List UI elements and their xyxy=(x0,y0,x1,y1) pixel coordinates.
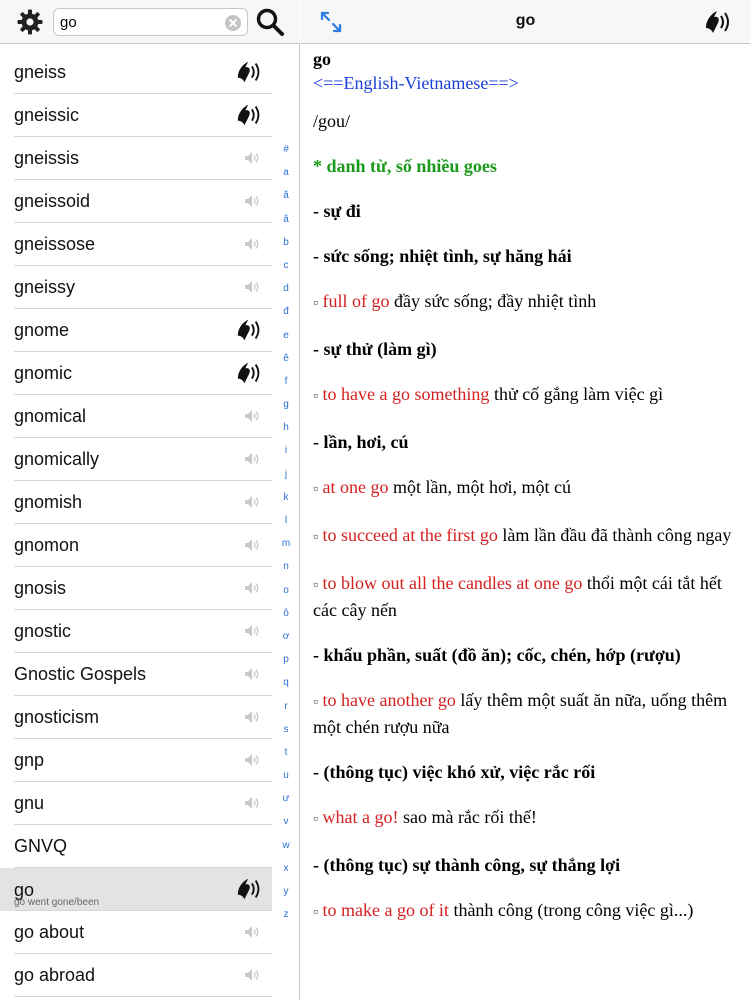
index-letter[interactable]: c xyxy=(283,259,289,271)
speaker-icon[interactable] xyxy=(244,710,260,724)
index-letter[interactable]: ơ xyxy=(282,630,290,642)
index-letter[interactable]: â xyxy=(283,213,289,225)
index-letter[interactable]: ư xyxy=(282,793,290,805)
example-vi: thử cố gắng làm việc gì xyxy=(489,384,664,404)
list-item[interactable] xyxy=(0,911,272,954)
entry-title: go xyxy=(515,12,536,29)
index-letter[interactable]: a xyxy=(283,167,289,179)
speaker-icon[interactable] xyxy=(244,495,260,509)
speaker-icon[interactable] xyxy=(244,624,260,638)
list-item-word: gnomic xyxy=(14,363,73,383)
speaker-icon[interactable] xyxy=(244,925,260,939)
index-letter[interactable]: đ xyxy=(283,306,289,318)
list-item-word: gnomical xyxy=(14,406,87,426)
bullet-icon: ▫ xyxy=(313,389,318,404)
index-letter[interactable]: s xyxy=(283,723,289,735)
index-letter[interactable]: w xyxy=(282,839,290,851)
bullet-icon: ▫ xyxy=(313,695,318,710)
speaker-icon[interactable] xyxy=(244,581,260,595)
speaker-icon[interactable] xyxy=(244,151,260,165)
clear-icon[interactable] xyxy=(225,15,241,31)
list-item[interactable] xyxy=(0,223,272,266)
list-item-word: gnome xyxy=(14,320,70,340)
list-item[interactable] xyxy=(0,438,272,481)
index-letter[interactable]: ê xyxy=(283,352,289,364)
list-item[interactable] xyxy=(0,266,272,309)
index-letter[interactable]: j xyxy=(284,468,288,480)
list-item[interactable] xyxy=(0,309,272,352)
list-item-word: gnomically xyxy=(14,449,100,469)
sense: - lần, hơi, cú xyxy=(313,432,409,452)
search-input[interactable] xyxy=(60,12,220,32)
speaker-icon[interactable] xyxy=(244,452,260,466)
index-letter[interactable]: b xyxy=(283,236,289,248)
example xyxy=(313,688,743,739)
index-letter[interactable]: y xyxy=(283,886,289,897)
example xyxy=(313,289,743,316)
list-item-word: go abroad xyxy=(14,965,96,985)
index-letter[interactable]: l xyxy=(284,515,288,526)
speaker-icon[interactable] xyxy=(244,968,260,982)
example-vi: đầy sức sống; đầy nhiệt tình xyxy=(389,291,597,311)
bullet-icon: ▫ xyxy=(313,296,318,311)
speaker-icon[interactable] xyxy=(234,57,266,87)
example xyxy=(313,382,743,409)
list-item[interactable] xyxy=(0,352,272,395)
example-en: to blow out all the candles at one go xyxy=(322,573,583,593)
list-item[interactable] xyxy=(0,180,272,223)
index-letter[interactable]: i xyxy=(284,445,288,457)
speaker-icon[interactable] xyxy=(234,358,266,388)
list-item[interactable] xyxy=(0,94,272,137)
list-item[interactable] xyxy=(0,567,272,610)
sense: - (thông tục) sự thành công, sự thắng lợi xyxy=(313,855,621,875)
list-item[interactable] xyxy=(0,137,272,180)
speaker-icon[interactable] xyxy=(244,796,260,810)
index-letter[interactable]: ô xyxy=(283,607,289,619)
word-list-pane xyxy=(0,0,300,1000)
list-item-word: gneissy xyxy=(14,277,76,297)
index-letter[interactable]: r xyxy=(284,700,288,712)
sense: - sự thử (làm gì) xyxy=(313,339,437,359)
index-letter[interactable]: d xyxy=(283,283,289,295)
speaker-icon[interactable] xyxy=(244,409,260,423)
index-letter[interactable]: ă xyxy=(283,190,289,202)
search-icon[interactable] xyxy=(255,7,285,37)
example-vi: làm lần đầu đã thành công ngay xyxy=(497,525,732,545)
index-letter[interactable]: m xyxy=(281,538,291,550)
list-item[interactable] xyxy=(0,825,272,868)
example-en: to have another go xyxy=(322,690,456,710)
index-letter[interactable]: e xyxy=(283,329,289,341)
example-vi: thành công (trong công việc gì...) xyxy=(448,900,694,920)
speaker-icon[interactable] xyxy=(702,6,736,38)
speaker-icon[interactable] xyxy=(244,667,260,681)
speaker-icon[interactable] xyxy=(244,237,260,251)
bullet-icon: ▫ xyxy=(313,578,318,593)
list-item-word: GNVQ xyxy=(14,836,68,856)
entry-content xyxy=(313,45,743,946)
example-en: to succeed at the first go xyxy=(322,525,498,545)
list-item[interactable] xyxy=(0,481,272,524)
list-item-word: gneissose xyxy=(14,234,96,254)
index-letter[interactable]: g xyxy=(283,399,289,411)
list-item-word: gneissis xyxy=(14,148,80,168)
list-item-word: gnu xyxy=(14,793,45,813)
example xyxy=(313,475,743,502)
sense: - khẩu phần, suất (đồ ăn); cốc, chén, hớp (rượu) xyxy=(313,645,681,665)
example xyxy=(313,571,743,622)
index-letter[interactable]: k xyxy=(283,491,289,503)
index-letter[interactable]: v xyxy=(283,816,289,828)
index-letter[interactable]: q xyxy=(283,677,289,689)
example-en: full of go xyxy=(322,291,390,311)
list-item-forms: go went gone/been xyxy=(14,897,100,908)
list-item[interactable] xyxy=(0,51,272,94)
list-item-word: gnp xyxy=(14,750,45,770)
list-item-word: gnosticism xyxy=(14,707,100,727)
list-item[interactable] xyxy=(0,524,272,567)
speaker-icon[interactable] xyxy=(234,100,266,130)
speaker-icon[interactable] xyxy=(244,194,260,208)
entry-toolbar xyxy=(301,0,750,44)
word-list xyxy=(0,51,272,997)
bullet-icon: ▫ xyxy=(313,812,318,827)
speaker-icon[interactable] xyxy=(244,280,260,294)
list-item[interactable] xyxy=(0,868,272,911)
list-item[interactable] xyxy=(0,610,272,653)
list-item-word: go xyxy=(14,880,35,900)
index-letter[interactable]: n xyxy=(283,561,289,573)
example-vi: sao mà rắc rối thế! xyxy=(398,807,537,827)
list-item-word: go about xyxy=(14,922,85,942)
search-bar xyxy=(0,0,300,44)
part-of-speech: * danh từ, số nhiều goes xyxy=(313,156,497,176)
index-letter[interactable]: h xyxy=(283,422,289,434)
example-vi: lấy thêm một suất ăn nữa, uống thêm một chén rượu nữa xyxy=(313,690,728,737)
list-item-word: Gnostic Gospels xyxy=(14,664,147,684)
index-letter[interactable]: u xyxy=(283,770,289,782)
list-item-word: gneissic xyxy=(14,105,80,125)
example xyxy=(313,898,743,925)
speaker-icon[interactable] xyxy=(234,874,266,904)
sense: - sự đi xyxy=(313,201,361,221)
headword: go xyxy=(313,49,331,69)
example-en: what a go! xyxy=(322,807,399,827)
list-item[interactable] xyxy=(0,782,272,825)
list-item[interactable] xyxy=(0,739,272,782)
list-item[interactable] xyxy=(0,653,272,696)
example-en: at one go xyxy=(322,477,389,497)
index-letter[interactable]: z xyxy=(283,909,289,921)
example xyxy=(313,523,743,550)
sense: - sức sống; nhiệt tình, sự hăng hái xyxy=(313,246,572,266)
sense: - (thông tục) việc khó xử, việc rắc rối xyxy=(313,762,596,782)
speaker-icon[interactable] xyxy=(244,753,260,767)
example-vi: một lần, một hơi, một cú xyxy=(388,477,571,497)
index-letter[interactable]: t xyxy=(284,746,288,758)
example-en: to make a go of it xyxy=(322,900,449,920)
list-item-word: gnomon xyxy=(14,535,80,555)
bullet-icon: ▫ xyxy=(313,482,318,497)
phonetic: /gou/ xyxy=(313,111,351,131)
list-item-word: gnomish xyxy=(14,492,83,512)
example xyxy=(313,805,743,832)
list-item-word: gneissoid xyxy=(14,191,91,211)
index-letter[interactable]: p xyxy=(283,654,289,666)
list-item[interactable] xyxy=(0,395,272,438)
bullet-icon: ▫ xyxy=(313,530,318,545)
entry-pane xyxy=(301,0,750,1000)
dictionary-link[interactable]: <==English-Vietnamese==> xyxy=(313,73,519,93)
list-item-word: gnosis xyxy=(14,578,67,598)
list-item[interactable] xyxy=(0,696,272,739)
speaker-icon[interactable] xyxy=(234,315,266,345)
speaker-icon[interactable] xyxy=(244,538,260,552)
index-letter[interactable]: x xyxy=(283,862,289,874)
example-vi: thổi một cái tắt hết các cây nến xyxy=(313,573,722,620)
index-letter[interactable]: o xyxy=(283,584,289,596)
bullet-icon: ▫ xyxy=(313,905,318,920)
index-letter[interactable]: f xyxy=(284,375,288,387)
example-en: to have a go something xyxy=(322,384,490,404)
list-item[interactable] xyxy=(0,954,272,997)
gear-icon[interactable] xyxy=(17,9,43,35)
list-item-word: gnostic xyxy=(14,621,72,641)
index-letter[interactable]: # xyxy=(283,144,289,155)
list-item-word: gneiss xyxy=(14,62,67,82)
alphabet-index[interactable] xyxy=(276,138,296,926)
search-field[interactable] xyxy=(53,8,248,36)
